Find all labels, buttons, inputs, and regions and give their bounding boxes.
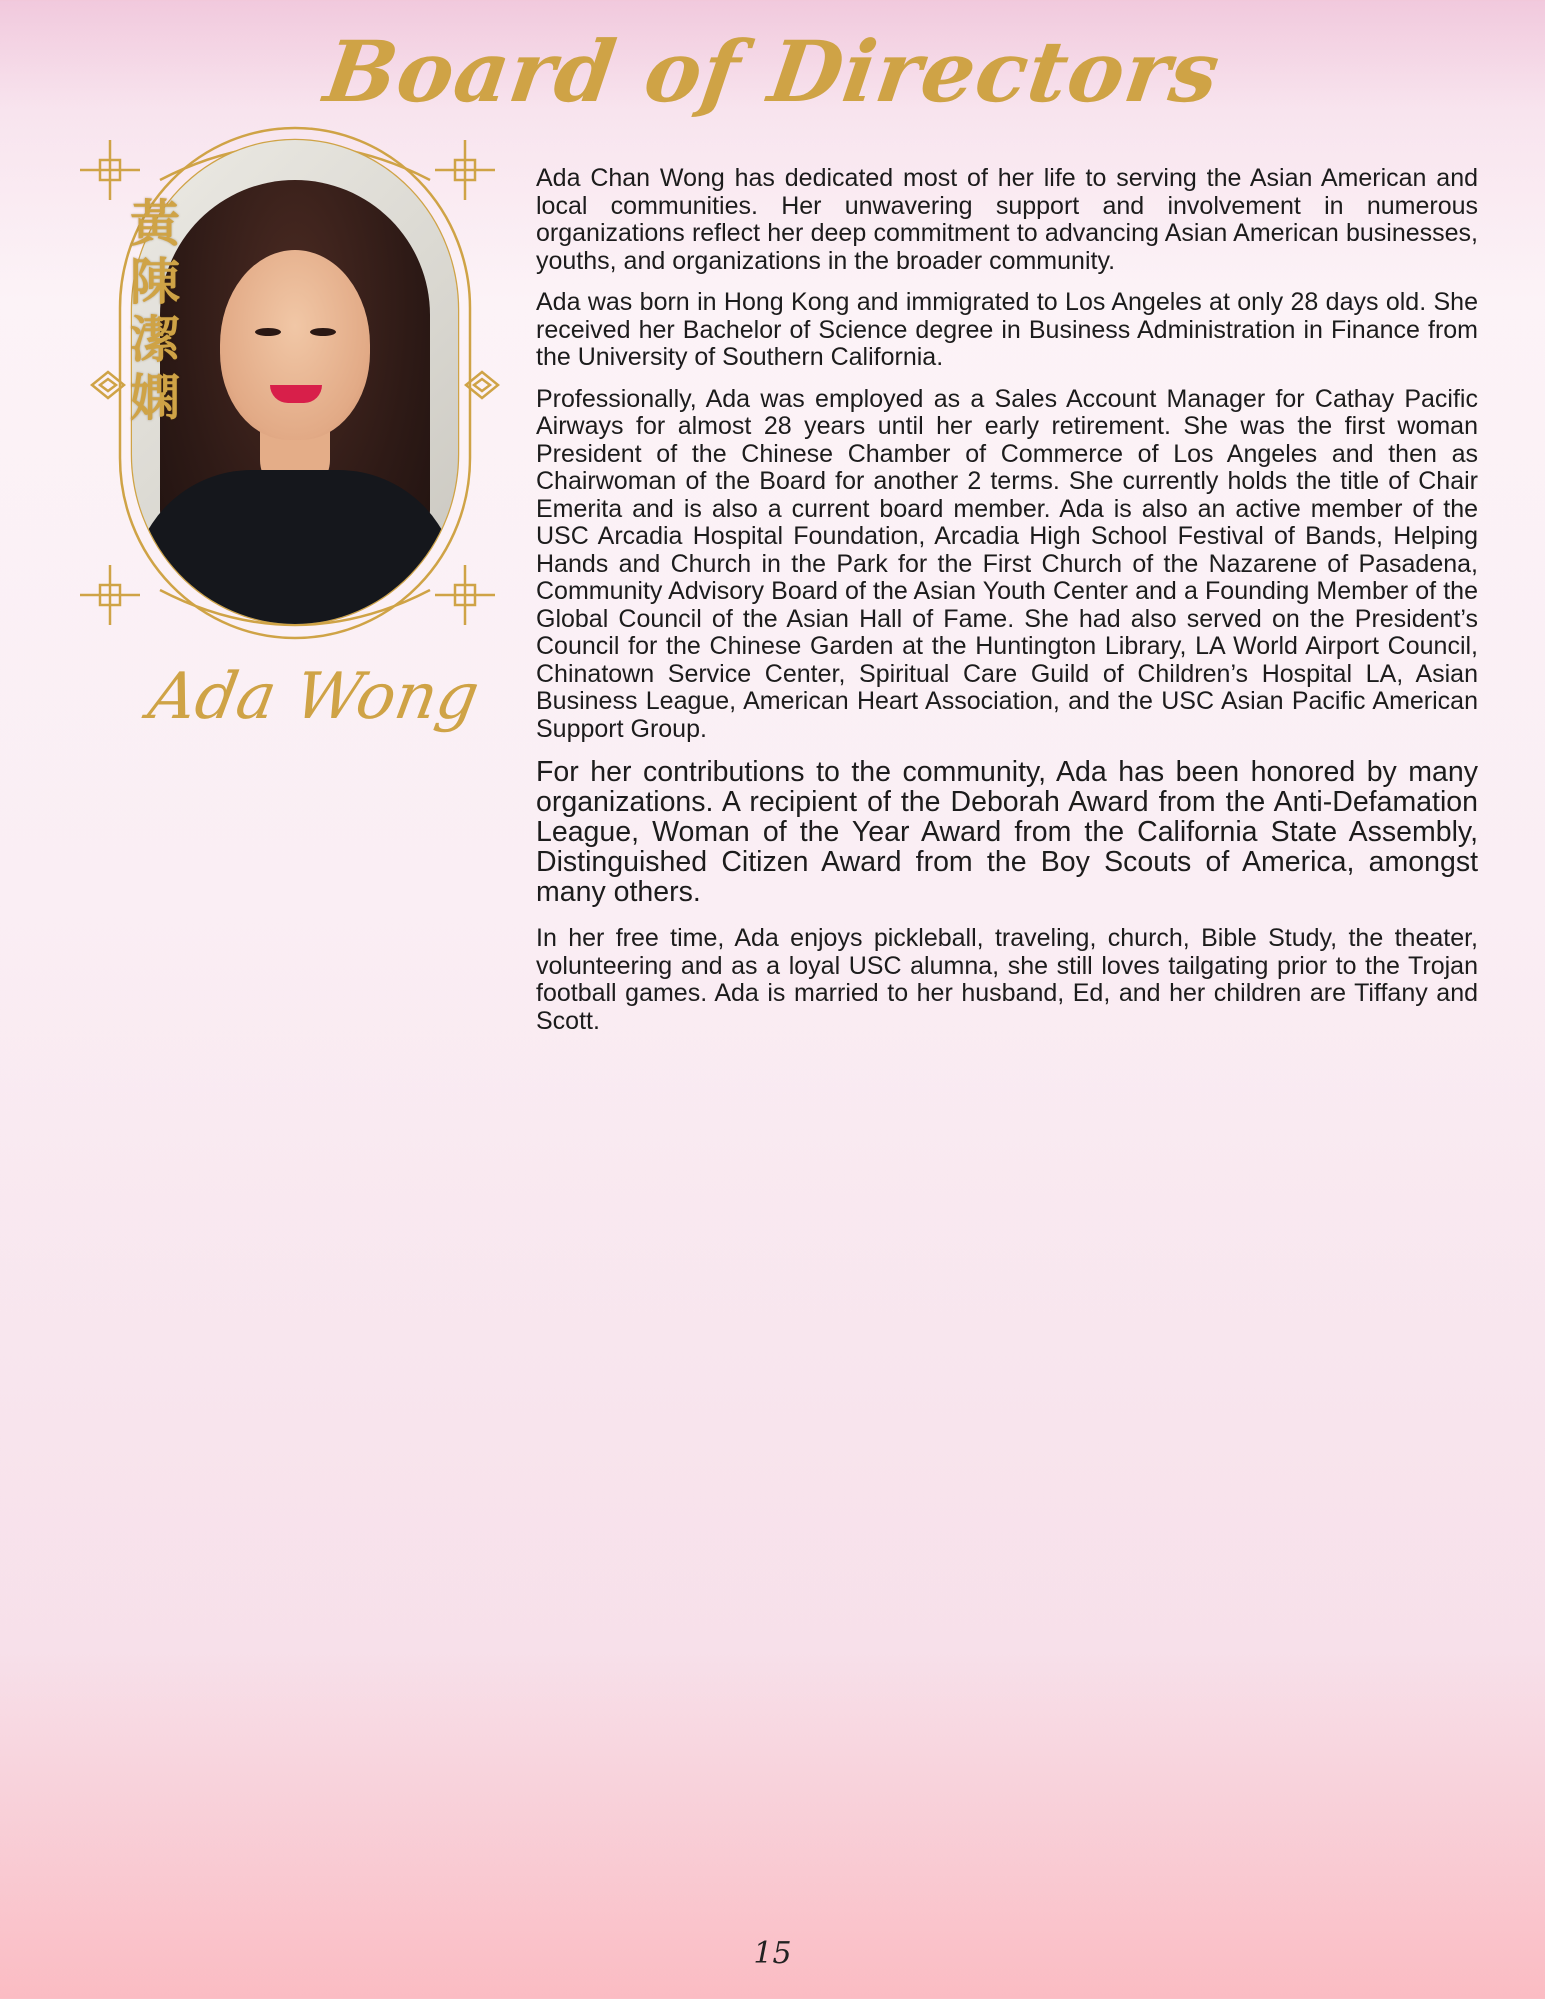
page-title: Board of Directors [318,22,1226,121]
biography [536,165,1478,1049]
bio-paragraph: In her free time, Ada enjoys pickleball, traveling, church, Bible Study, the theater, volunteering and as a loyal USC alumna, she still loves tailgating prior to the Trojan football games. Ada is married to her husband, Ed, and her children are Tiffany and Scott. [536,924,1478,1035]
bio-paragraph: Professionally, Ada was employed as a Sales Account Manager for Cathay Pacific Airways for almost 28 years until her early retirement. She was the first woman President of the Chinese Chamber of Commerce of Los Angeles and then as Chairwoman of the Board for another 2 terms. She currently holds the title of Chair Emerita and is also a current board member. Ada is also an active member of the USC Arcadia Hospital Foundation, Arcadia High School Festival of Bands, Helping Hands and Church in the Park for the First Church of the Nazarene of Pasadena, Community Advisory Board of the Asian Youth Center and a Founding Member of the Global Council of the Asian Hall of Fame. She had also served on the President’s Council for the Chinese Garden at the Huntington Library, LA World Airport Council, Chinatown Service Center, Spiritual Care Guild of Children’s Hospital LA, Asian Business League, American Heart Association, and the USC Asian Pacific American Support Group. [536,384,1478,743]
page-number: 15 [753,1936,792,1971]
signature-name: Ada Wong [143,660,485,734]
chinese-name: 黃陳潔嫻 [130,195,180,427]
bio-paragraph: For her contributions to the community, Ada has been honored by many organizations. A recipient of the Deborah Award from the Anti-Defamation League, Woman of the Year Award from the California State Assembly, Distinguished Citizen Award from the Boy Scouts of America, amongst many others. [536,756,1478,908]
bio-paragraph: Ada was born in Hong Kong and immigrated to Los Angeles at only 28 days old. She received her Bachelor of Science degree in Business Administration in Finance from the University of Southern California. [536,288,1478,371]
bio-paragraph: Ada Chan Wong has dedicated most of her life to serving the Asian American and local communities. Her unwavering support and involvement in numerous organizations reflect her deep commitment to advancing Asian American businesses, youths, and organizations in the broader community. [536,164,1478,275]
